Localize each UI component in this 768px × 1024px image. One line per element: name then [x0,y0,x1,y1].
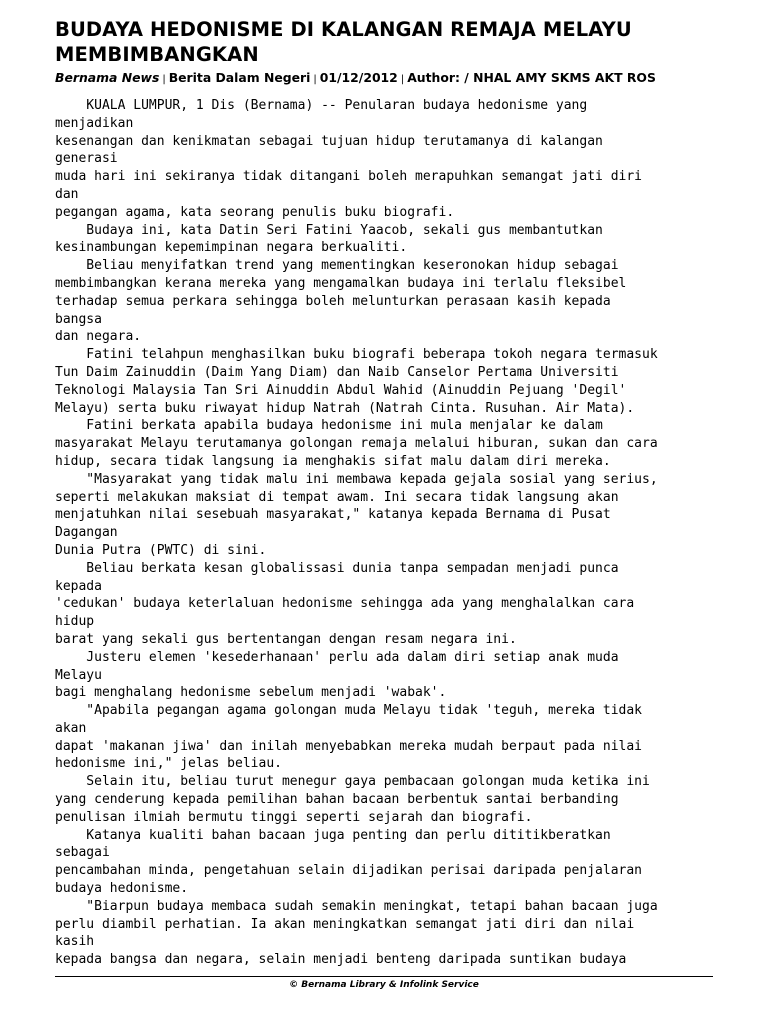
body-line: Fatini telahpun menghasilkan buku biografi beberapa tokoh negara termasuk [55,347,658,363]
body-line: hidup [55,614,95,630]
body-line: kasih [55,934,95,950]
body-line: budaya hedonisme. [55,881,189,897]
body-line: terhadap semua perkara sehingga boleh melunturkan perasaan kasih kepada [55,293,611,309]
meta-author: Author: / NHAL AMY SKMS AKT ROS [407,70,656,85]
body-line: Beliau berkata kesan globalissasi dunia tanpa sempadan menjadi punca [55,560,619,576]
article-title: BUDAYA HEDONISME DI KALANGAN REMAJA MELAYU MEMBIMBANGKAN [55,18,632,66]
body-line: 'cedukan' budaya keterlaluan hedonisme sehingga ada yang menghalalkan cara [55,596,635,612]
body-line: Beliau menyifatkan trend yang mementingkan keseronokan hidup sebagai [55,258,619,274]
body-line: Melayu) serta buku riwayat hidup Natrah (Natrah Cinta. Rusuhan. Air Mata). [55,400,635,416]
article-body [55,97,715,969]
meta-source: Bernama News [55,70,160,85]
body-line: Dunia Putra (PWTC) di sini. [55,542,267,558]
body-line: seperti melakukan maksiat di tempat awam. Ini secara tidak langsung akan [55,489,619,505]
body-line: Budaya ini, kata Datin Seri Fatini Yaacob, sekali gus membantutkan [55,222,603,238]
body-line: Melayu [55,667,102,683]
article [55,17,715,969]
body-line: perlu diambil perhatian. Ia akan meningkatkan semangat jati diri dan nilai [55,916,635,932]
body-line: pegangan agama, kata seorang penulis buku biografi. [55,204,455,220]
body-line: barat yang sekali gus bertentangan dengan resam negara ini. [55,631,517,647]
body-line: dapat 'makanan jiwa' dan inilah menyebabkan mereka mudah berpaut pada nilai [55,738,642,754]
meta-separator: | [162,74,166,85]
body-line: bangsa [55,311,102,327]
body-line: kesinambungan kepemimpinan negara berkualiti. [55,240,408,256]
footer-copyright: © Bernama Library & Infolink Service [289,980,479,990]
body-line: Fatini berkata apabila budaya hedonisme ini mula menjalar ke dalam [55,418,603,434]
body-line: menjadikan [55,115,134,131]
body-line: masyarakat Melayu terutamanya golongan remaja melalui hiburan, sukan dan cara [55,436,658,452]
body-line: hedonisme ini," jelas beliau. [55,756,282,772]
meta-category: Berita Dalam Negeri [168,70,311,85]
body-line: Tun Daim Zainuddin (Daim Yang Diam) dan Naib Canselor Pertama Universiti [55,364,619,380]
meta-separator: | [313,74,317,85]
body-line: "Biarpun budaya membaca sudah semakin meningkat, tetapi bahan bacaan juga [55,898,658,914]
body-line: dan [55,186,79,202]
body-line: Dagangan [55,525,118,541]
body-line: penulisan ilmiah bermutu tinggi seperti sejarah dan biografi. [55,809,533,825]
body-line: dan negara. [55,329,142,345]
body-line: yang cenderung kepada pemilihan bahan bacaan berbentuk santai berbanding [55,792,619,808]
body-line: menjatuhkan nilai sesebuah masyarakat," katanya kepada Bernama di Pusat [55,507,611,523]
body-line: Selain itu, beliau turut menegur gaya pembacaan golongan muda ketika ini [55,774,650,790]
body-line: Justeru elemen 'kesederhanaan' perlu ada dalam diri setiap anak muda [55,649,619,665]
body-line: kepada bangsa dan negara, selain menjadi benteng daripada suntikan budaya [55,952,627,968]
meta-date: 01/12/2012 [319,70,398,85]
footer-divider [55,976,713,977]
body-line: Teknologi Malaysia Tan Sri Ainuddin Abdul Wahid (Ainuddin Pejuang 'Degil' [55,382,627,398]
body-line: hidup, secara tidak langsung ia menghakis sifat malu dalam diri mereka. [55,453,611,469]
meta-separator: | [400,74,405,85]
body-line: kesenangan dan kenikmatan sebagai tujuan hidup terutamanya di kalangan [55,133,603,149]
body-line: "Apabila pegangan agama golongan muda Melayu tidak 'teguh, mereka tidak [55,703,642,719]
body-line: muda hari ini sekiranya tidak ditangani boleh merapuhkan semangat jati diri [55,169,642,185]
body-line: akan [55,720,87,736]
body-line: kepada [55,578,102,594]
body-line: KUALA LUMPUR, 1 Dis (Bernama) -- Penularan budaya hedonisme yang [55,98,588,113]
body-line: generasi [55,151,118,167]
article-meta [55,70,715,88]
body-line: pencambahan minda, pengetahuan selain dijadikan perisai daripada penjalaran [55,863,642,879]
body-line: bagi menghalang hedonisme sebelum menjadi 'wabak'. [55,685,447,701]
body-line: "Masyarakat yang tidak malu ini membawa kepada gejala sosial yang serius, [55,471,658,487]
body-line: Katanya kualiti bahan bacaan juga penting dan perlu dititikberatkan [55,827,611,843]
body-line: sebagai [55,845,110,861]
body-line: membimbangkan kerana mereka yang mengamalkan budaya ini terlalu fleksibel [55,275,627,291]
